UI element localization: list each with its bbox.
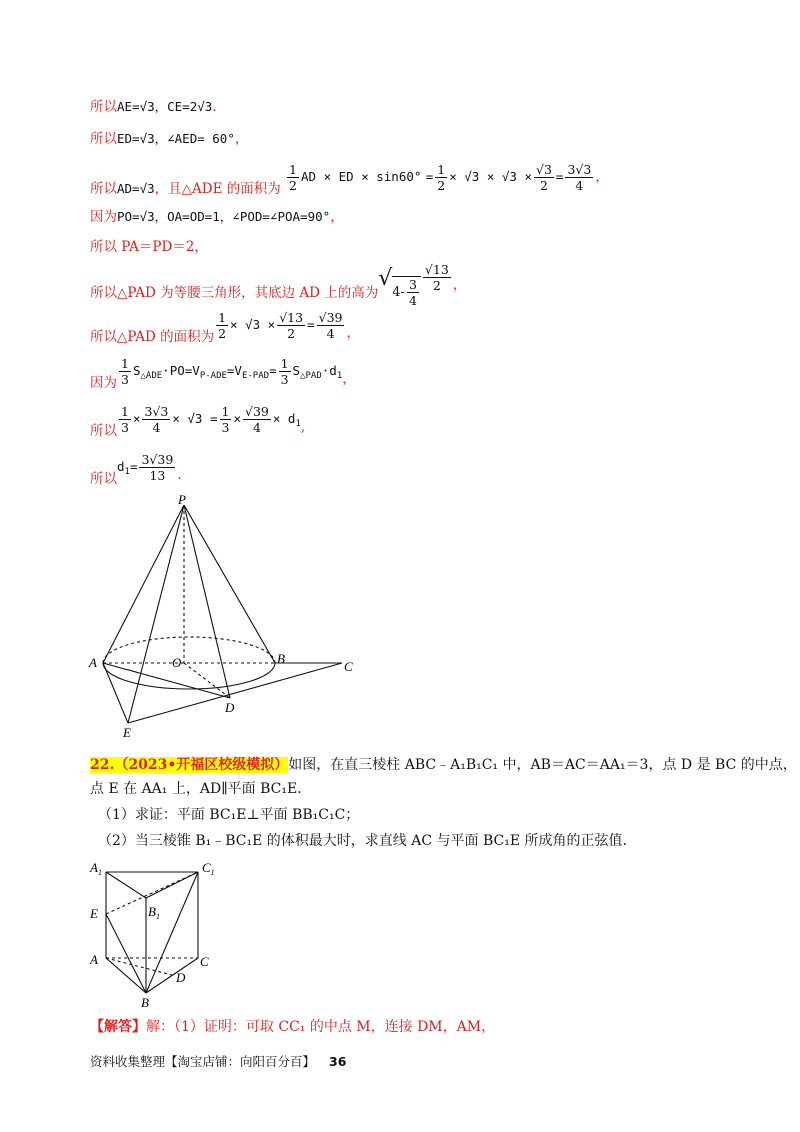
line-end: ，	[452, 277, 467, 293]
line-end: ，	[330, 209, 344, 225]
line-end: ，	[346, 325, 360, 341]
math-expression: × √3 × √3 ×	[449, 169, 532, 184]
math-expression: AD=√3	[117, 181, 155, 196]
answer-tag: 【解答】	[90, 1019, 146, 1035]
line-end: .	[177, 467, 182, 483]
label-C: C	[344, 659, 353, 674]
label-A1: $A_1$	[90, 860, 102, 877]
math-expression: PO=√3，OA=OD=1，∠POD=∠POA=90°	[117, 209, 331, 224]
page-number: 36	[329, 1054, 347, 1069]
solution-line-6	[90, 262, 467, 308]
question-source: （2023•开福区校级模拟）	[114, 757, 289, 773]
line-prefix: 所以	[90, 131, 117, 147]
line-prefix: 所以	[90, 99, 117, 115]
solution-line-2	[90, 130, 248, 148]
line-end: ，	[234, 131, 249, 147]
label-B1: $B_1$	[148, 904, 160, 921]
line-prefix: 所以	[90, 181, 117, 197]
line-prefix: 所以	[90, 471, 117, 487]
footer-text: 资料收集整理【淘宝店铺：向阳百分百】	[90, 1054, 316, 1069]
line-prefix: 因为	[90, 209, 117, 225]
line-end: .	[212, 99, 217, 115]
math-expression: ED=√3，∠AED= 60°	[117, 131, 235, 146]
fraction-3sqrt3-over-4: $\frac{3√3}{4}$	[567, 162, 592, 193]
label-P: P	[178, 495, 186, 507]
label-B: B	[141, 995, 149, 1010]
question-number: 22.	[90, 757, 115, 773]
equals-sign: =	[425, 169, 434, 184]
label-D: D	[176, 970, 186, 985]
line-end: ，	[342, 371, 356, 387]
label-D: D	[225, 700, 235, 715]
question-22-stem	[90, 754, 797, 776]
solution-line-10: 所以$d_1=$ $\frac{3√39}{13}$ .	[90, 452, 182, 487]
height-text: 所以△PAD 为等腰三角形，其底边 AD 上的高为	[90, 285, 379, 301]
label-A: A	[90, 952, 98, 967]
fraction-half: $\frac{1}{2}$	[437, 162, 446, 193]
prism-figure	[84, 858, 224, 1010]
math-expression: AE=√3，CE=2√3	[117, 99, 213, 114]
solution-line-7: 所以△PAD 的面积为 $\frac{1}{2}$ × √3 × $\frac{√13}{2}$ = $\frac{√39}{4}$ ，	[90, 310, 360, 345]
answer-text: 解：（1）证明：可取 CC₁ 的中点 M，连接 DM，AM，	[146, 1019, 496, 1035]
line-prefix: 所以	[90, 423, 117, 439]
equals-sign: =	[555, 169, 564, 184]
label-O: O	[172, 655, 182, 670]
question-part-1: （1）求证：平面 BC₁E⊥平面 BB₁C₁C；	[98, 807, 360, 823]
solution-line-3	[90, 162, 609, 197]
fraction-half: $\frac{1}{2}$	[289, 162, 297, 193]
solution-line-1	[90, 98, 217, 116]
solution-line-8: 因为 $\frac{1}{3}$ $S_{\triangle ADE}\cdot PO=V_{P-ADE}=V_{E-PAD}=$ $\frac{1}{3}$ $S_{\triangle PAD}\cdot d_1$，	[90, 356, 356, 391]
label-A: A	[89, 655, 97, 670]
question-stem-line-1: 如图，在直三棱柱 ABC﹣A₁B₁C₁ 中，AB＝AC＝AA₁＝3，点 D 是 BC 的中点，	[288, 757, 797, 773]
fraction-sqrt13-over-2: $\frac{√13}{2}$	[424, 262, 449, 293]
label-C1: $C_1$	[202, 860, 215, 877]
label-B: B	[277, 651, 285, 666]
line-prefix: 因为	[90, 375, 117, 391]
question-part-2: （2）当三棱锥 B₁﹣BC₁E 的体积最大时，求直线 AC 与平面 BC₁E 所成角的正弦值.	[98, 833, 627, 849]
cone-pyramid-figure	[80, 495, 380, 740]
answer-line	[90, 1016, 495, 1038]
solution-line-4	[90, 208, 344, 226]
fraction-half: $\frac{1}{2}$	[218, 310, 227, 341]
label-C: C	[200, 954, 209, 969]
sqrt-expression: √4- $\frac{3}{4}$	[378, 270, 421, 308]
math-expression: AD × ED × sin60°	[301, 169, 422, 184]
fraction-sqrt3-over-2: $\frac{√3}{2}$	[536, 162, 552, 193]
fraction-sqrt39-over-4: $\frac{√39}{4}$	[318, 310, 343, 341]
label-E: E	[90, 906, 98, 921]
question-stem-line-2: 点 E 在 AA₁ 上，AD∥平面 BC₁E.	[90, 781, 302, 797]
solution-line-9: 所以 $\frac{1}{3}$ × $\frac{3√3}{4}$ × √3 = $\frac{1}{3}$ × $\frac{√39}{4}$ × $d_1$,	[90, 404, 306, 439]
page-footer	[90, 1052, 346, 1070]
area-text: 所以△PAD 的面积为	[90, 329, 215, 345]
line-end: ，	[595, 169, 609, 185]
area-text: ，且△ADE 的面积为	[154, 181, 281, 197]
fraction-sqrt13-over-2: $\frac{√13}{2}$	[279, 310, 304, 341]
solution-line-5: 所以 PA＝PD＝2，	[90, 239, 208, 255]
label-E: E	[123, 725, 131, 740]
